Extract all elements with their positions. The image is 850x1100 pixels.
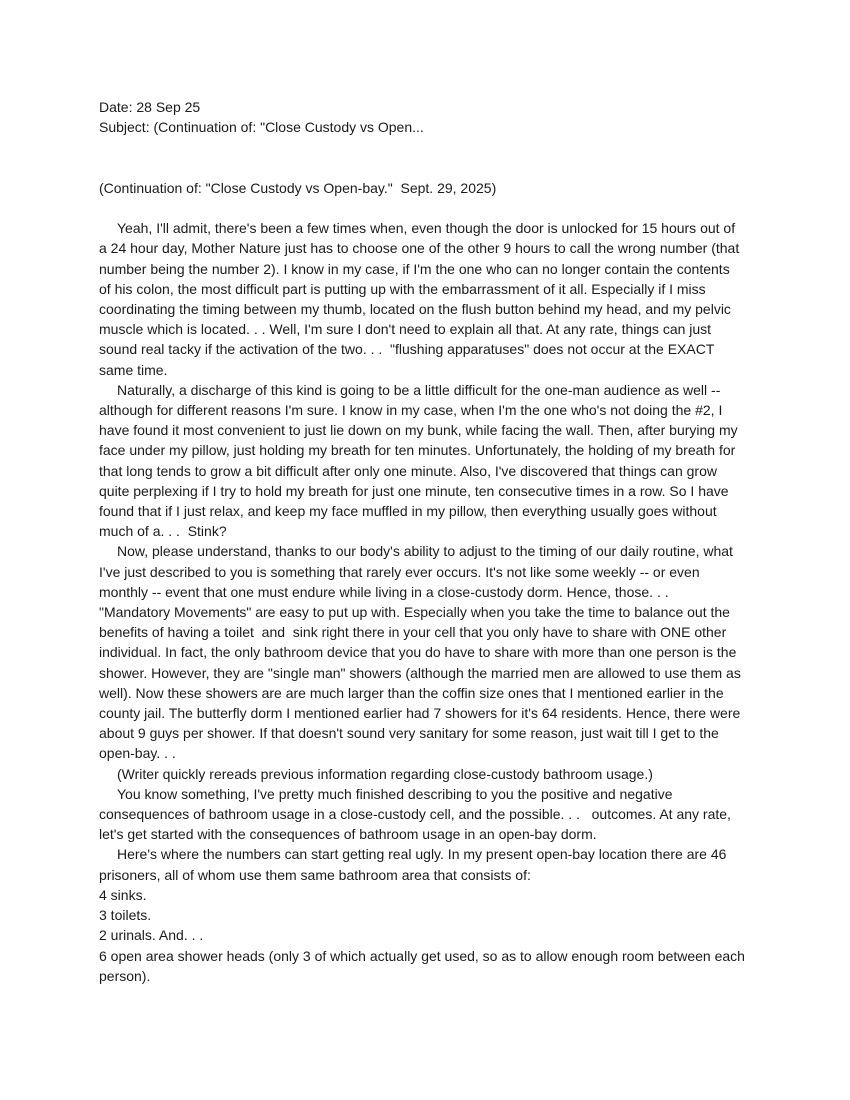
paragraph-5: You know something, I've pretty much finished describing to you the positive and negative consequences of bathroom usage in a close-custody cell, and the possible. . . outcomes. At any rate, let's get started with the consequences of bathroom usage in an open-bay dorm.	[99, 785, 735, 843]
subject-line: Subject: (Continuation of: "Close Custody vs Open...	[99, 119, 424, 136]
count-line-urinals: 2 urinals. And. . .	[99, 927, 204, 944]
paragraph-4-writer-aside: (Writer quickly rereads previous information regarding close-custody bathroom usage.)	[117, 765, 653, 782]
count-line-toilets: 3 toilets.	[99, 907, 152, 924]
message-header	[99, 97, 745, 137]
count-line-showers: 6 open area shower heads (only 3 of which actually get used, so as to allow enough room between each person).	[99, 947, 749, 984]
paragraph-2: Naturally, a discharge of this kind is going to be a little difficult for the one-man audience as well -- although for different reasons I'm sure. I know in my case, when I'm the one who's not doing the #2, I have found it most convenient to just lie down on my bunk, while facing the wall. Then, after burying my face under my pillow, just holding my breath for ten minutes. Unfortunately, the holding of my breath for that long tends to grow a bit difficult after only one minute. Also, I've discovered that things can grow quite perplexing if I try to hold my breath for just one minute, ten consecutive times in a row. So I have found that if I just relax, and keep my face muffled in my pillow, then everything usually goes without much of a. . . Stink?	[99, 381, 742, 540]
document-body	[99, 97, 749, 986]
continuation-title	[99, 178, 745, 198]
date-line: Date: 28 Sep 25	[99, 99, 201, 115]
title-line: (Continuation of: "Close Custody vs Open-bay." Sept. 29, 2025)	[99, 179, 497, 196]
count-line-sinks: 4 sinks.	[99, 886, 147, 903]
paragraph-6: Here's where the numbers can start getting real ugly. In my present open-bay location there are 46 prisoners, all of whom use them same bathroom area that consists of:	[99, 846, 731, 883]
paragraph-1: Yeah, I'll admit, there's been a few times when, even though the door is unlocked for 15 hours out of a 24 hour day, Mother Nature just has to choose one of the other 9 hours to call the wrong number (that number being the number 2). I know in my case, if I'm the one who can no longer contain the contents of his colon, the most difficult part is putting up with the embarrassment of it all. Especially if I miss coordinating the timing between my thumb, located on the flush button behind my head, and my pelvic muscle which is located. . . Well, I'm sure I don't need to explain all that. At any rate, things can just sound real tacky if the activation of the two. . . "flushing apparatuses" does not occur at the EXACT same time.	[99, 220, 744, 378]
paragraph-3: Now, please understand, thanks to our body's ability to adjust to the timing of our daily routine, what I've just described to you is something that rarely ever occurs. It's not like some weekly -- or even monthly -- event that one must endure while living in a close-custody dorm. Hence, those. . . "Mandatory Movements" are easy to put up with. Especially when you take the time to balance out the benefits of having a toilet and sink right there in your cell that you only have to share with ONE other individual. In fact, the only bathroom device that you do have to share with more than one person is the shower. However, they are "single man" showers (although the married men are allowed to use them as well). Now these showers are are much larger than the coffin size ones that I mentioned earlier in the county jail. The butterfly dorm I mentioned earlier had 7 showers for it's 64 residents. Hence, there were about 9 guys per shower. If that doesn't sound very sanitary for some reason, just wait till I get to the open-bay. . .	[99, 543, 745, 762]
letter-paragraphs	[99, 218, 745, 885]
bathroom-fixture-count-list	[99, 885, 749, 986]
